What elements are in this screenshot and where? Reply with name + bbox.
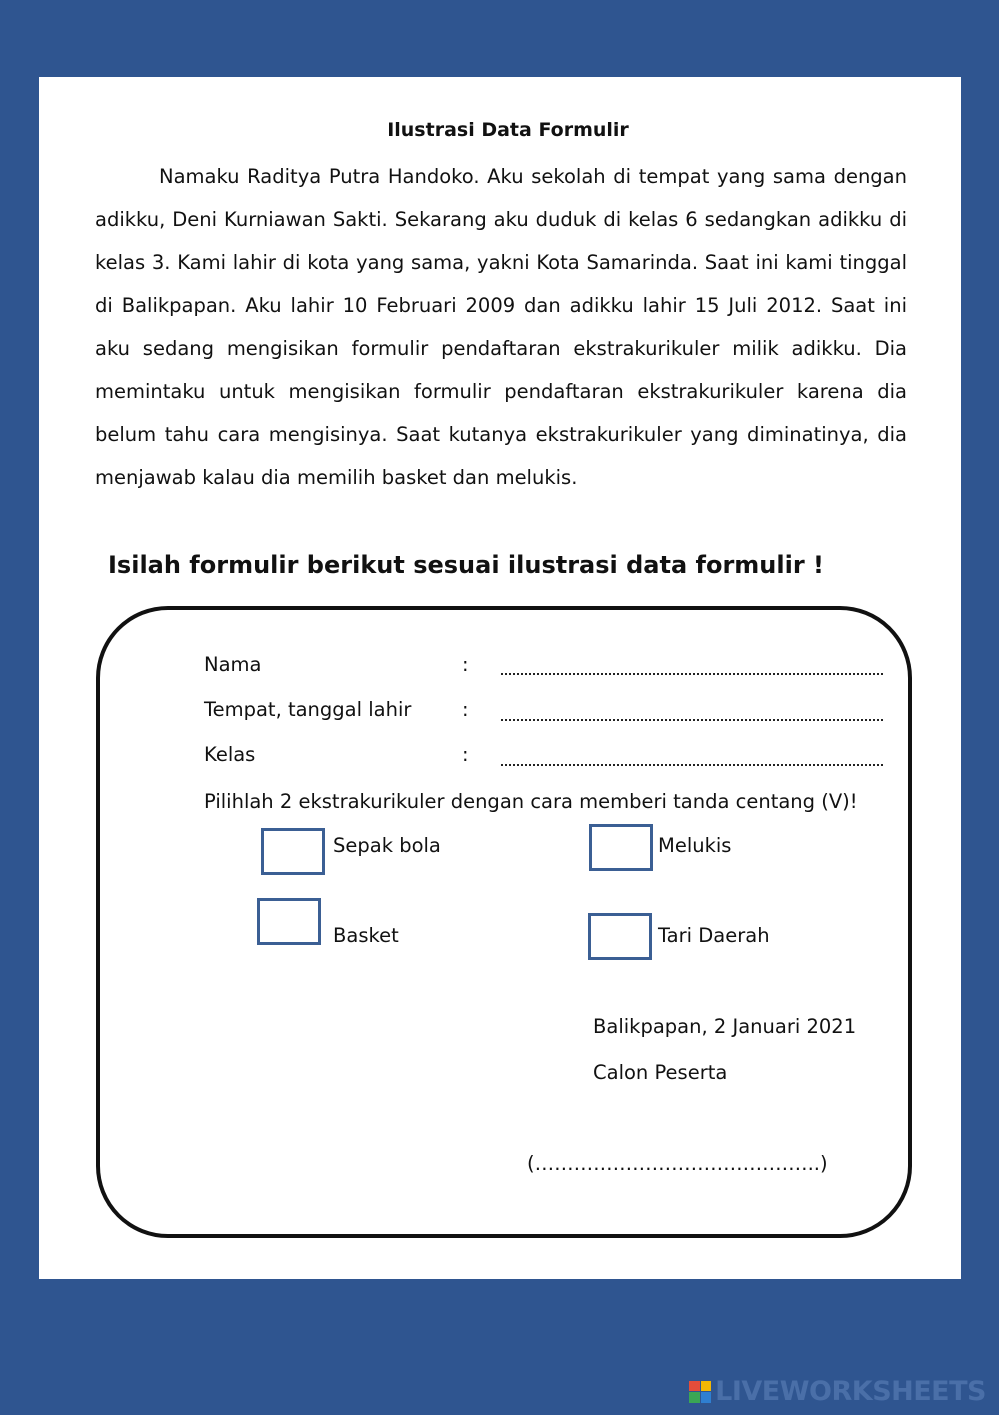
worksheet-page — [39, 77, 961, 1279]
birth-colon: : — [462, 698, 469, 721]
choose-instruction: Pilihlah 2 ekstrakurikuler dengan cara memberi tanda centang (V)! — [204, 790, 858, 813]
place-date: Balikpapan, 2 Januari 2021 — [593, 1015, 857, 1038]
name-input[interactable] — [501, 659, 883, 675]
checkbox-basket[interactable] — [257, 898, 321, 945]
option-sepak-bola-label: Sepak bola — [333, 834, 441, 857]
name-colon: : — [462, 653, 469, 676]
birth-place-date-label: Tempat, tanggal lahir — [204, 698, 412, 721]
checkbox-tari-daerah[interactable] — [588, 913, 652, 960]
candidate-label: Calon Peserta — [593, 1061, 728, 1084]
option-tari-daerah-label: Tari Daerah — [658, 924, 770, 947]
liveworksheets-brand — [689, 1376, 986, 1407]
class-input[interactable] — [501, 750, 883, 766]
brand-name: LIVEWORKSHEETS — [715, 1376, 986, 1407]
option-melukis-label: Melukis — [658, 834, 732, 857]
form-instruction: Isilah formulir berikut sesuai ilustrasi data formulir ! — [108, 551, 824, 579]
option-basket-label: Basket — [333, 924, 399, 947]
registration-form — [96, 606, 912, 1238]
checkbox-sepak-bola[interactable] — [261, 828, 325, 875]
signature-line[interactable]: (……………………………………..) — [527, 1152, 828, 1175]
story-passage: Namaku Raditya Putra Handoko. Aku sekolah di tempat yang sama dengan adikku, Deni Kurniawan Sakti. Sekarang aku duduk di kelas 6 sedangkan adikku di kelas 3. Kami lahir di kota yang sama, yakni Kota Samarinda. Saat ini kami tinggal di Balikpapan. Aku lahir 10 Februari 2009 dan adikku lahir 15 Juli 2012. Saat ini aku sedang mengisikan formulir pendaftaran ekstrakurikuler milik adikku. Dia memintaku untuk mengisikan formulir pendaftaran ekstrakurikuler karena dia belum tahu cara mengisinya. Saat kutanya ekstrakurikuler yang diminatinya, dia menjawab kalau dia memilih basket dan melukis. — [95, 165, 907, 489]
birth-place-date-input[interactable] — [501, 705, 883, 721]
checkbox-melukis[interactable] — [589, 824, 653, 871]
liveworksheets-logo-icon — [689, 1381, 711, 1403]
document-title: Ilustrasi Data Formulir — [387, 119, 629, 141]
class-colon: : — [462, 743, 469, 766]
name-label: Nama — [204, 653, 262, 676]
class-label: Kelas — [204, 743, 256, 766]
